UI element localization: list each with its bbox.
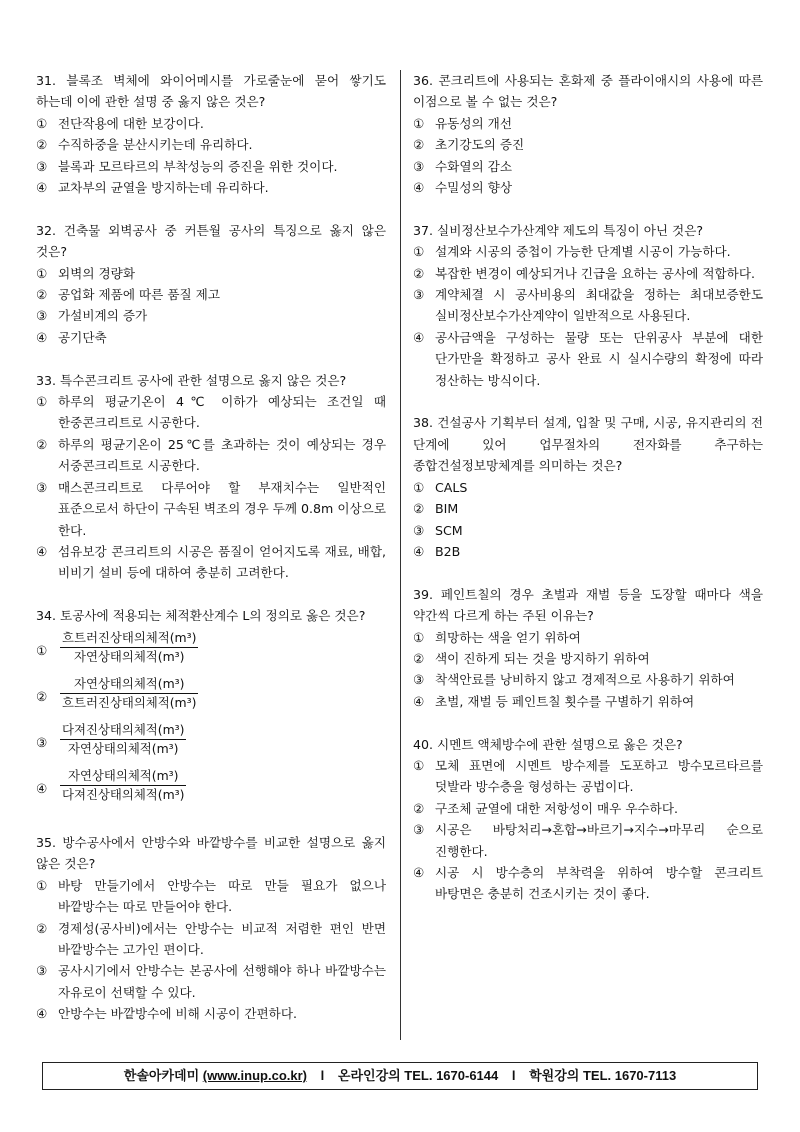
column-divider bbox=[400, 70, 401, 1040]
option-number: ① bbox=[413, 629, 425, 645]
option-number: ③ bbox=[36, 308, 48, 324]
footer-separator: l bbox=[320, 1068, 325, 1083]
question-31 bbox=[36, 70, 386, 198]
option-text: 하루의 평균기온이 4℃ 이하가 예상되는 조건일 때 한중콘크리트로 시공한다. bbox=[58, 394, 386, 431]
option-text: 초벌, 재벌 등 페인트칠 횟수를 구별하기 위하여 bbox=[435, 693, 695, 709]
option-number: ③ bbox=[413, 287, 425, 303]
option-number: ② bbox=[413, 800, 425, 816]
question-36 bbox=[413, 70, 763, 198]
option-number: ① bbox=[36, 394, 48, 410]
option-number: ④ bbox=[36, 780, 48, 796]
option-text: 시공 시 방수층의 부착력을 위하여 방수할 콘크리트 바탕면은 충분히 건조시키는 것이 좋다. bbox=[435, 864, 763, 902]
option[interactable] bbox=[413, 520, 763, 541]
option-number: ④ bbox=[413, 693, 425, 709]
option[interactable] bbox=[36, 113, 386, 134]
option-number: ③ bbox=[413, 822, 425, 838]
option-number: ① bbox=[36, 642, 48, 658]
option-number: ③ bbox=[413, 522, 425, 538]
option-number: ③ bbox=[36, 963, 48, 979]
option-text: 시공은 바탕처리→혼합→바르기→지수→마무리 순으로 진행한다. bbox=[435, 822, 763, 859]
fraction bbox=[60, 629, 198, 666]
option-text: 수밀성의 향상 bbox=[435, 180, 512, 196]
footer-banner bbox=[42, 1062, 758, 1090]
question-stem: 38. 건설공사 기획부터 설계, 입찰 및 구매, 시공, 유지관리의 전 단계에 있어 업무절차의 전자화를 추구하는 종합건설정보망체계를 의미하는 것은? bbox=[413, 415, 763, 474]
option[interactable] bbox=[413, 156, 763, 177]
option-text: 구조체 균열에 대한 저항성이 매우 우수하다. bbox=[435, 800, 678, 816]
option[interactable] bbox=[413, 862, 763, 905]
option-text: 공업화 제품에 따른 품질 제고 bbox=[58, 287, 220, 303]
option[interactable] bbox=[36, 721, 386, 765]
fraction-denominator: 흐트러진상태의체적(m³) bbox=[62, 694, 197, 710]
option[interactable] bbox=[36, 391, 386, 434]
fraction-numerator: 자연상태의체적(m³) bbox=[60, 767, 186, 786]
option-number: ③ bbox=[413, 158, 425, 174]
option-text: 공기단축 bbox=[58, 329, 107, 345]
option-number: ③ bbox=[413, 672, 425, 688]
fraction bbox=[60, 675, 198, 712]
option[interactable] bbox=[36, 434, 386, 477]
option-text: 색이 진하게 되는 것을 방지하기 위하여 bbox=[435, 650, 650, 666]
option[interactable] bbox=[413, 798, 763, 819]
question-35 bbox=[36, 832, 386, 1025]
option-number: ③ bbox=[36, 479, 48, 495]
question-stem: 40. 시멘트 액체방수에 관한 설명으로 옳은 것은? bbox=[413, 736, 683, 752]
question-stem: 36. 콘크리트에 사용되는 혼화제 중 플라이애시의 사용에 따른 이점으로 볼 수 없는 것은? bbox=[413, 73, 763, 110]
option-text: 블록과 모르타르의 부착성능의 증진을 위한 것이다. bbox=[58, 158, 338, 174]
option-number: ② bbox=[36, 920, 48, 936]
option-text: 복잡한 변경이 예상되거나 긴급을 요하는 공사에 적합하다. bbox=[435, 265, 755, 281]
option-text: 수직하중을 분산시키는데 유리하다. bbox=[58, 137, 253, 153]
option[interactable] bbox=[413, 691, 763, 712]
option[interactable] bbox=[413, 113, 763, 134]
option-number: ① bbox=[36, 115, 48, 131]
option-text: 공사시기에서 안방수는 본공사에 선행해야 하나 바깥방수는 자유로이 선택할 수 있다. bbox=[58, 963, 386, 1000]
option[interactable] bbox=[36, 477, 386, 541]
option[interactable] bbox=[36, 263, 386, 284]
option-number: ③ bbox=[36, 734, 48, 750]
option[interactable] bbox=[413, 477, 763, 498]
question-stem: 39. 페인트칠의 경우 초벌과 재벌 등을 도장할 때마다 색을 약간씩 다르게 하는 주된 이유는? bbox=[413, 586, 763, 624]
option-number: ④ bbox=[413, 864, 425, 880]
option[interactable] bbox=[36, 327, 386, 348]
academy-website-link[interactable]: (www.inup.co.kr) bbox=[202, 1068, 308, 1083]
option-number: ④ bbox=[413, 329, 425, 345]
option[interactable] bbox=[36, 960, 386, 1003]
question-stem: 37. 실비정산보수가산계약 제도의 특징이 아닌 것은? bbox=[413, 222, 704, 238]
fraction-denominator: 다져진상태의체적(m³) bbox=[62, 786, 185, 802]
question-38 bbox=[413, 412, 763, 562]
fraction-numerator: 다져진상태의체적(m³) bbox=[60, 721, 186, 740]
option-number: ③ bbox=[36, 158, 48, 174]
left-column bbox=[36, 70, 386, 1046]
option[interactable] bbox=[36, 541, 386, 584]
option-text: 외벽의 경량화 bbox=[58, 265, 135, 281]
option-number: ② bbox=[36, 688, 48, 704]
question-stem: 34. 토공사에 적용되는 체적환산계수 L의 정의로 옳은 것은? bbox=[36, 608, 366, 624]
option-text: 바탕 만들기에서 안방수는 따로 만들 필요가 없으나 바깥방수는 따로 만들어야 한다. bbox=[58, 877, 386, 915]
question-stem: 35. 방수공사에서 안방수와 바깥방수를 비교한 설명으로 옳지 않은 것은? bbox=[36, 834, 386, 872]
offline-lecture-phone: 학원강의 TEL. 1670-7113 bbox=[529, 1068, 677, 1083]
option[interactable] bbox=[413, 627, 763, 648]
option[interactable] bbox=[413, 498, 763, 519]
option-text: BIM bbox=[435, 501, 459, 517]
option-number: ④ bbox=[413, 180, 425, 196]
option-number: ① bbox=[413, 757, 425, 773]
option[interactable] bbox=[36, 875, 386, 918]
option-text: 경제성(공사비)에서는 안방수는 비교적 저렴한 편인 반면 바깥방수는 고가인 편이다. bbox=[58, 920, 386, 957]
option-number: ② bbox=[413, 265, 425, 281]
option[interactable] bbox=[413, 648, 763, 669]
option-number: ④ bbox=[36, 329, 48, 345]
option-text: 하루의 평균기온이 25℃를 초과하는 것이 예상되는 경우 서중콘크리트로 시공한다. bbox=[58, 436, 386, 474]
option[interactable] bbox=[413, 134, 763, 155]
question-stem: 31. 블록조 벽체에 와이어메시를 가로줄눈에 묻어 쌓기도 하는데 이에 관한 설명 중 옳지 않은 것은? bbox=[36, 73, 386, 110]
option[interactable] bbox=[413, 541, 763, 562]
option-number: ④ bbox=[36, 543, 48, 559]
option-text: 가설비계의 증가 bbox=[58, 308, 148, 324]
option-text: 희망하는 색을 얻기 위하여 bbox=[435, 629, 581, 645]
option[interactable] bbox=[413, 819, 763, 862]
fraction-numerator: 흐트러진상태의체적(m³) bbox=[60, 629, 198, 648]
option-text: 모체 표면에 시멘트 방수제를 도포하고 방수모르타르를 덧발라 방수층을 형성하는 공법이다. bbox=[435, 757, 763, 795]
option-text: 전단작용에 대한 보강이다. bbox=[58, 115, 204, 131]
option[interactable] bbox=[413, 177, 763, 198]
option-text: 교차부의 균열을 방지하는데 유리하다. bbox=[58, 180, 269, 196]
option-text: 매스콘크리트로 다루어야 할 부재치수는 일반적인 표준으로서 하단이 구속된 벽조의 경우 두께 0.8m 이상으로 한다. bbox=[58, 479, 386, 538]
option-text: B2B bbox=[435, 543, 461, 559]
academy-name: 한솔아카데미 bbox=[123, 1068, 200, 1083]
option[interactable] bbox=[413, 327, 763, 391]
option-number: ④ bbox=[36, 180, 48, 196]
question-33 bbox=[36, 370, 386, 584]
option[interactable] bbox=[36, 177, 386, 198]
question-37 bbox=[413, 220, 763, 391]
option[interactable] bbox=[413, 755, 763, 798]
option[interactable] bbox=[413, 669, 763, 690]
option[interactable] bbox=[413, 241, 763, 262]
fraction-denominator: 자연상태의체적(m³) bbox=[73, 648, 185, 664]
online-lecture-phone: 온라인강의 TEL. 1670-6144 bbox=[337, 1068, 499, 1083]
question-34 bbox=[36, 605, 386, 810]
option[interactable] bbox=[36, 1003, 386, 1024]
option-text: 안방수는 바깥방수에 비해 시공이 간편하다. bbox=[58, 1006, 297, 1022]
question-40 bbox=[413, 734, 763, 905]
option[interactable] bbox=[36, 629, 386, 673]
option[interactable] bbox=[36, 156, 386, 177]
fraction bbox=[60, 721, 186, 758]
footer-separator: l bbox=[511, 1068, 516, 1083]
option-number: ④ bbox=[413, 543, 425, 559]
option-number: ① bbox=[413, 479, 425, 495]
option[interactable] bbox=[36, 918, 386, 961]
question-stem: 33. 특수콘크리트 공사에 관한 설명으로 옳지 않은 것은? bbox=[36, 372, 347, 388]
option-text: 계약체결 시 공사비용의 최대값을 정하는 최대보증한도 실비정산보수가산계약이 일반적으로 사용된다. bbox=[435, 287, 763, 324]
option-number: ② bbox=[36, 137, 48, 153]
question-32 bbox=[36, 220, 386, 348]
right-column bbox=[413, 70, 763, 926]
option-number: ④ bbox=[36, 1006, 48, 1022]
option-number: ② bbox=[36, 287, 48, 303]
option-number: ② bbox=[413, 650, 425, 666]
option-number: ① bbox=[36, 265, 48, 281]
option[interactable] bbox=[36, 134, 386, 155]
option-number: ② bbox=[413, 137, 425, 153]
option-number: ② bbox=[413, 501, 425, 517]
option[interactable] bbox=[36, 305, 386, 326]
question-stem: 32. 건축물 외벽공사 중 커튼월 공사의 특징으로 옳지 않은 것은? bbox=[36, 222, 386, 260]
option-text: CALS bbox=[435, 479, 468, 495]
option-text: 수화열의 감소 bbox=[435, 158, 512, 174]
fraction-denominator: 자연상태의체적(m³) bbox=[67, 740, 179, 756]
fraction bbox=[60, 767, 186, 804]
question-39 bbox=[413, 584, 763, 712]
option-text: 설계와 시공의 중첩이 가능한 단계별 시공이 가능하다. bbox=[435, 244, 731, 260]
fraction-numerator: 자연상태의체적(m³) bbox=[60, 675, 198, 694]
option[interactable] bbox=[36, 767, 386, 811]
option-text: 유동성의 개선 bbox=[435, 115, 512, 131]
option[interactable] bbox=[413, 263, 763, 284]
option[interactable] bbox=[36, 675, 386, 719]
option-text: 초기강도의 증진 bbox=[435, 137, 525, 153]
option-text: SCM bbox=[435, 522, 463, 538]
option[interactable] bbox=[36, 284, 386, 305]
option-text: 섬유보강 콘크리트의 시공은 품질이 얻어지도록 재료, 배합, 비비기 설비 등에 대하여 충분히 고려한다. bbox=[58, 543, 386, 581]
option[interactable] bbox=[413, 284, 763, 327]
option-number: ② bbox=[36, 436, 48, 452]
option-number: ① bbox=[36, 877, 48, 893]
option-number: ① bbox=[413, 244, 425, 260]
option-number: ① bbox=[413, 115, 425, 131]
option-text: 착색안료를 낭비하지 않고 경제적으로 사용하기 위하여 bbox=[435, 672, 735, 688]
option-text: 공사금액을 구성하는 물량 또는 단위공사 부분에 대한 단가만을 확정하고 공사 완료 시 실시수량의 확정에 따라 정산하는 방식이다. bbox=[435, 329, 763, 388]
